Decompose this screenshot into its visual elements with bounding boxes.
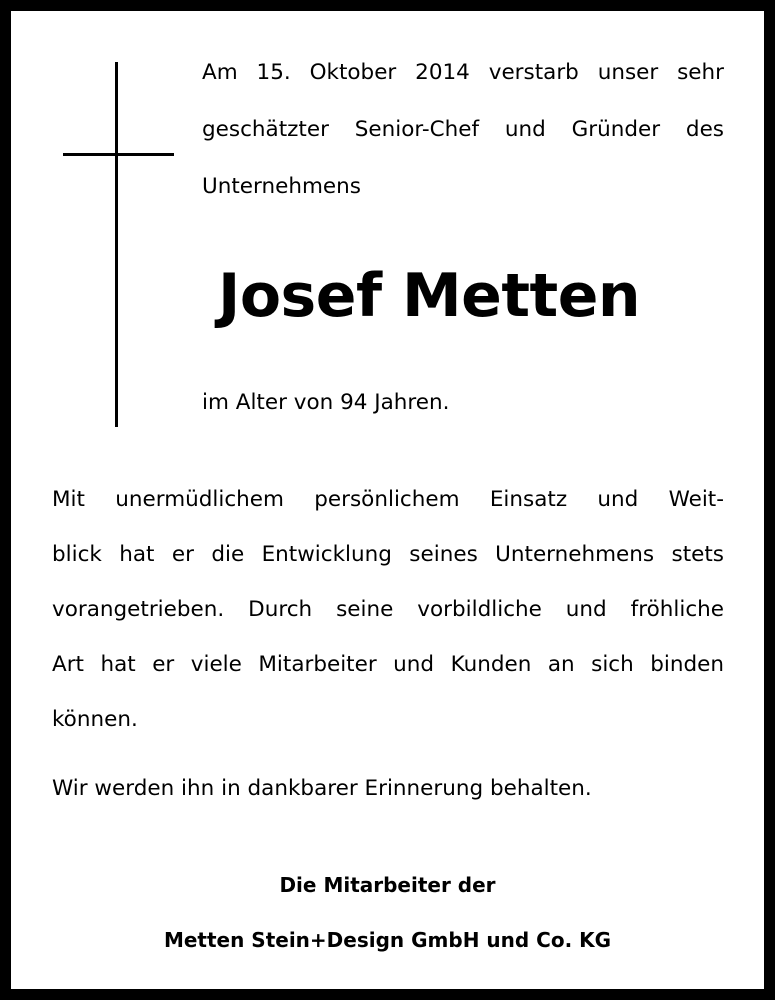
cross-vertical-bar (115, 62, 118, 427)
cross-horizontal-bar (63, 153, 174, 156)
signature-line-company: Metten Stein+Design GmbH und Co. KG (163, 928, 612, 952)
age-line: im Alter von 94 Jahren. (202, 390, 450, 415)
tribute-line: vorangetrieben. Durch seine vorbildliche und fröhliche (52, 597, 724, 622)
tribute-line: blick hat er die Entwicklung seines Unternehmens stets (52, 542, 724, 567)
intro-paragraph (202, 44, 724, 215)
intro-line: geschätzter Senior-Chef und Gründer des (202, 117, 724, 142)
tribute-paragraph (52, 472, 724, 747)
tribute-line: Mit unermüdlichem persönlichem Einsatz und Weit- (52, 487, 724, 512)
intro-line: Unternehmens (202, 174, 361, 199)
intro-line: Am 15. Oktober 2014 verstarb unser sehr (202, 60, 724, 85)
closing-line: Wir werden ihn in dankbarer Erinnerung behalten. (52, 776, 592, 801)
deceased-name: Josef Metten (218, 261, 641, 331)
tribute-line: Art hat er viele Mitarbeiter und Kunden an sich binden (52, 652, 724, 677)
signature-line-employees: Die Mitarbeiter der (279, 873, 496, 897)
tribute-line: können. (52, 707, 138, 732)
